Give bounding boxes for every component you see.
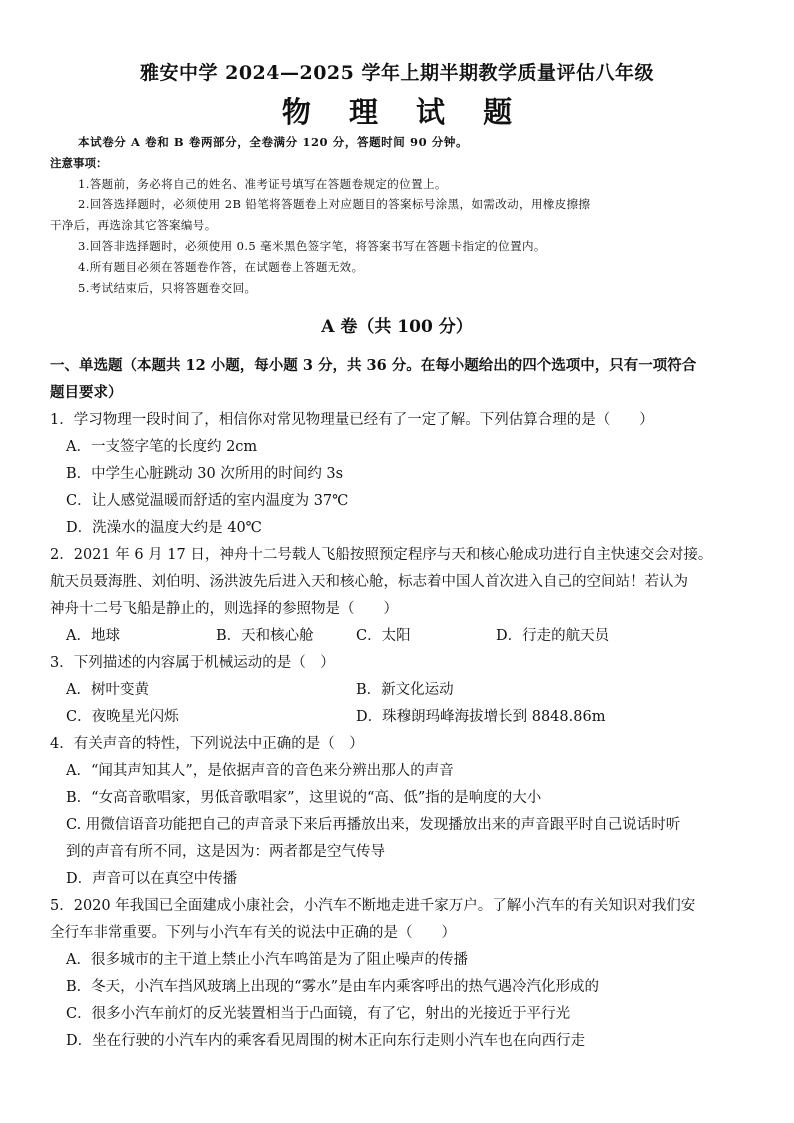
part1-heading: 一、单选题（本题共 12 小题，每小题 3 分，共 36 分。在每小题给出的四个选项中，只有一项符合 <box>50 357 697 374</box>
q5-option-c: C．很多小汽车前灯的反光装置相当于凸面镜，有了它，射出的光接近于平行光 <box>66 1006 571 1022</box>
q5-option-d: D．坐在行驶的小汽车内的乘客看见周围的树木正向东行走则小汽车也在向西行走 <box>66 1033 586 1049</box>
q1-stem: 1．学习物理一段时间了，相信你对常见物理量已经有了一定了解。下列估算合理的是（ ） <box>50 412 654 428</box>
q3-option-c: C．夜晚星光闪烁 <box>66 709 179 725</box>
q2-option-a: A．地球 <box>66 628 120 644</box>
q4-option-c-cont: 到的声音有所不同，这是因为：两者都是空气传导 <box>66 844 385 860</box>
q5-stem-cont: 全行车非常重要。下列与小汽车有关的说法中正确的是（ ） <box>50 925 456 941</box>
q4-option-a: A．“闻其声知其人”，是依据声音的音色来分辨出那人的声音 <box>66 763 454 779</box>
q3-option-a: A．树叶变黄 <box>66 682 149 698</box>
q1-option-a: A．一支签字笔的长度约 2cm <box>66 439 258 455</box>
q3-option-b: B．新文化运动 <box>356 682 454 698</box>
q4-option-b: B．“女高音歌唱家，男低音歌唱家”，这里说的“高、低”指的是响度的大小 <box>66 790 542 806</box>
note-item-1: 1.答题前，务必将自己的姓名、准考证号填写在答题卷规定的位置上。 <box>78 177 447 191</box>
q2-stem-cont-1: 航天员聂海胜、刘伯明、汤洪波先后进入天和核心舱，标志着中国人首次进入自己的空间站！若认为 <box>50 574 688 590</box>
q4-option-c: C. 用微信语音功能把自己的声音录下来后再播放出来，发现播放出来的声音跟平时自己说话时听 <box>66 817 681 833</box>
q2-option-c: C．太阳 <box>356 628 411 644</box>
note-item-3: 3.回答非选择题时，必须使用 0.5 毫米黑色签字笔，将答案书写在答题卡指定的位置内。 <box>78 239 546 253</box>
q5-option-b: B．冬天，小汽车挡风玻璃上出现的“雾水”是由车内乘客呼出的热气遇冷汽化形成的 <box>66 979 599 995</box>
q2-stem: 2．2021 年 6 月 17 日，神舟十二号载人飞船按照预定程序与天和核心舱成功进行自主快速交会对接。 <box>50 547 713 563</box>
section-a-title: A 卷（共 100 分） <box>321 317 473 337</box>
q1-option-d: D．洗澡水的温度大约是 40℃ <box>66 520 262 536</box>
q2-stem-cont-2: 神舟十二号飞船是静止的，则选择的参照物是（ ） <box>50 601 398 617</box>
q3-option-d: D．珠穆朗玛峰海拔增长到 8848.86m <box>356 709 606 725</box>
q1-option-b: B．中学生心脏跳动 30 次所用的时间约 3s <box>66 466 344 482</box>
q2-option-d: D．行走的航天员 <box>496 628 610 644</box>
subject-title: 物 理 试 题 <box>281 95 527 129</box>
school-title: 雅安中学 2024—2025 学年上期半期教学质量评估八年级 <box>140 62 654 84</box>
q4-stem: 4．有关声音的特性，下列说法中正确的是（ ） <box>50 736 364 752</box>
q3-stem: 3．下列描述的内容属于机械运动的是（ ） <box>50 655 335 671</box>
part1-heading-cont: 题目要求） <box>50 384 123 401</box>
q5-stem: 5．2020 年我国已全面建成小康社会，小汽车不断地走进千家万户。了解小汽车的有关知识对我们安 <box>50 898 696 914</box>
q4-option-d: D．声音可以在真空中传播 <box>66 871 238 887</box>
note-item-2-cont: 干净后，再选涂其它答案编号。 <box>50 218 217 232</box>
exam-info: 本试卷分 A 卷和 B 卷两部分，全卷满分 120 分，答题时间 90 分钟。 <box>78 135 469 149</box>
q1-option-c: C．让人感觉温暖而舒适的室内温度为 37℃ <box>66 493 349 509</box>
note-item-4: 4.所有题目必须在答题卷作答，在试题卷上答题无效。 <box>78 260 364 274</box>
note-item-5: 5.考试结束后，只将答题卷交回。 <box>78 281 257 295</box>
note-item-2: 2.回答选择题时，必须使用 2B 铅笔将答题卷上对应题目的答案标号涂黑，如需改动，用橡皮擦擦 <box>78 197 591 211</box>
notes-heading: 注意事项： <box>50 156 108 170</box>
q5-option-a: A．很多城市的主干道上禁止小汽车鸣笛是为了阻止噪声的传播 <box>66 952 468 968</box>
q2-option-b: B．天和核心舱 <box>216 628 314 644</box>
